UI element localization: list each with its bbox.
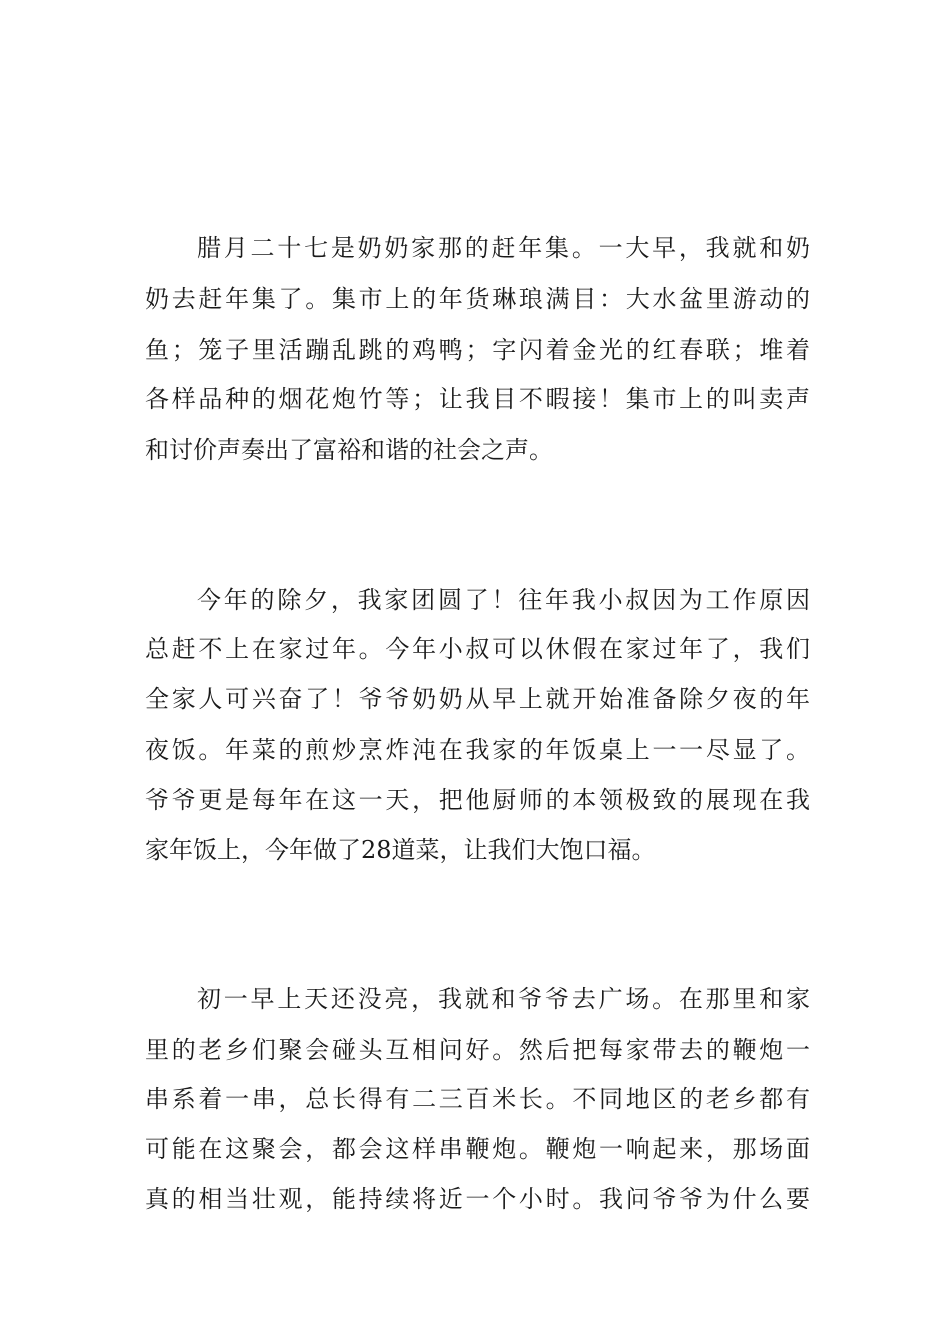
paragraph-line: 可能在这聚会，都会这样串鞭炮。鞭炮一响起来，那场面 [145,1135,810,1163]
paragraph-line: 夜饭。年菜的煎炒烹炸沌在我家的年饭桌上一一尽显了。 [145,736,810,764]
paragraph-line: 真的相当壮观，能持续将近一个小时。我问爷爷为什么要 [145,1185,810,1213]
paragraph-line: 总赶不上在家过年。今年小叔可以休假在家过年了，我们 [145,635,810,663]
paragraph-line: 里的老乡们聚会碰头互相问好。然后把每家带去的鞭炮一 [145,1036,810,1064]
paragraph-line: 鱼；笼子里活蹦乱跳的鸡鸭；字闪着金光的红春联；堆着 [145,336,810,364]
paragraph-line: 家年饭上，今年做了28道菜，让我们大饱口福。 [145,836,656,864]
paragraph-line: 和讨价声奏出了富裕和谐的社会之声。 [145,436,553,464]
paragraph-line: 各样品种的烟花炮竹等；让我目不暇接！集市上的叫卖声 [145,385,810,413]
paragraph-line: 串系着一串，总长得有二三百米长。不同地区的老乡都有 [145,1085,810,1113]
paragraph-line: 全家人可兴奋了！爷爷奶奶从早上就开始准备除夕夜的年 [145,685,810,713]
paragraph-line: 爷爷更是每年在这一天，把他厨师的本领极致的展现在我 [145,786,810,814]
paragraph-line: 初一早上天还没亮，我就和爷爷去广场。在那里和家 [197,985,810,1013]
paragraph-line: 腊月二十七是奶奶家那的赶年集。一大早，我就和奶 [197,234,810,262]
paragraph-line: 奶去赶年集了。集市上的年货琳琅满目：大水盆里游动的 [145,285,810,313]
paragraph-line: 今年的除夕，我家团圆了！往年我小叔因为工作原因 [197,586,810,614]
